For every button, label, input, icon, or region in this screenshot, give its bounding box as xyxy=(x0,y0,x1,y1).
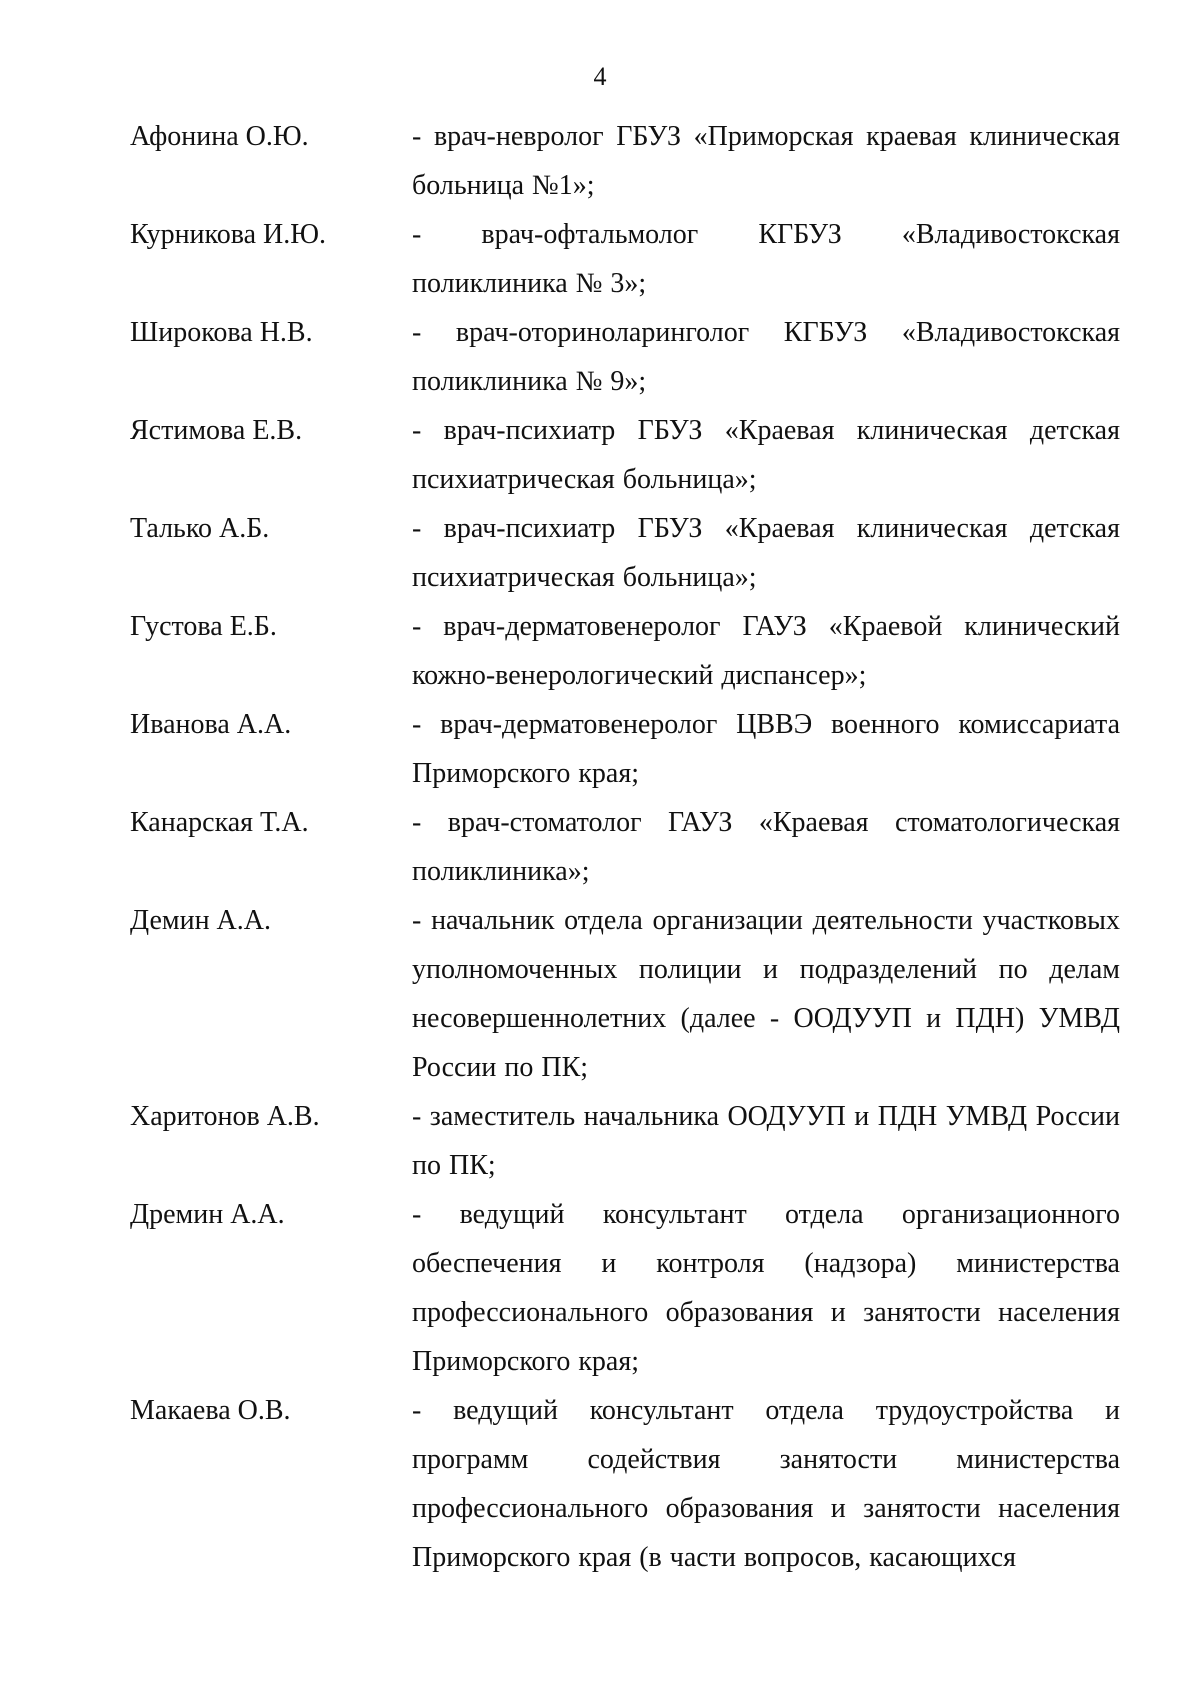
list-item xyxy=(130,406,1120,504)
member-name: Ястимова Е.В. xyxy=(130,415,303,446)
list-item xyxy=(130,602,1120,700)
list-item xyxy=(130,1190,1120,1386)
member-position: - врач-психиатр ГБУЗ «Краевая клиническая детская психиатрическая больница»; xyxy=(412,415,1120,495)
member-name: Харитонов А.В. xyxy=(130,1101,320,1132)
member-position: - врач-психиатр ГБУЗ «Краевая клиническая детская психиатрическая больница»; xyxy=(412,513,1120,593)
member-position: - врач-дерматовенеролог ГАУЗ «Краевой клинический кожно-венерологический диспансер»; xyxy=(412,611,1120,691)
member-position: - ведущий консультант отдела организационного обеспечения и контроля (надзора) министерства профессионального образования и занятости населения Приморского края; xyxy=(412,1199,1120,1377)
list-item xyxy=(130,1386,1120,1582)
page-number: 4 xyxy=(593,62,607,91)
member-name: Курникова И.Ю. xyxy=(130,219,326,250)
member-name: Афонина О.Ю. xyxy=(130,121,309,152)
member-list xyxy=(130,112,1120,1582)
list-item xyxy=(130,112,1120,210)
list-item xyxy=(130,700,1120,798)
member-name: Широкова Н.В. xyxy=(130,317,313,348)
member-position: - врач-оториноларинголог КГБУЗ «Владивостокская поликлиника № 9»; xyxy=(412,317,1120,397)
member-position: - начальник отдела организации деятельности участковых уполномоченных полиции и подразделений по делам несовершеннолетних (далее - ООДУУП и ПДН) УМВД России по ПК; xyxy=(412,905,1120,1083)
list-item xyxy=(130,504,1120,602)
list-item xyxy=(130,308,1120,406)
list-item xyxy=(130,1092,1120,1190)
list-item xyxy=(130,896,1120,1092)
member-position: - заместитель начальника ООДУУП и ПДН УМВД России по ПК; xyxy=(412,1101,1120,1181)
member-position: - врач-стоматолог ГАУЗ «Краевая стоматологическая поликлиника»; xyxy=(412,807,1120,887)
list-item xyxy=(130,798,1120,896)
member-position: - врач-офтальмолог КГБУЗ «Владивостокская поликлиника № 3»; xyxy=(412,219,1120,299)
member-name: Густова Е.Б. xyxy=(130,611,277,642)
member-name: Макаева О.В. xyxy=(130,1395,291,1426)
member-name: Талько А.Б. xyxy=(130,513,270,544)
list-item xyxy=(130,210,1120,308)
member-position: - врач-невролог ГБУЗ «Приморская краевая клиническая больница №1»; xyxy=(412,121,1120,201)
member-name: Иванова А.А. xyxy=(130,709,292,740)
member-name: Дремин А.А. xyxy=(130,1199,285,1230)
member-name: Демин А.А. xyxy=(130,905,271,936)
member-position: - ведущий консультант отдела трудоустройства и программ содействия занятости министерства профессионального образования и занятости населения Приморского края (в части вопросов, касающихся xyxy=(412,1395,1120,1573)
member-position: - врач-дерматовенеролог ЦВВЭ военного комиссариата Приморского края; xyxy=(412,709,1120,789)
member-name: Канарская Т.А. xyxy=(130,807,309,838)
